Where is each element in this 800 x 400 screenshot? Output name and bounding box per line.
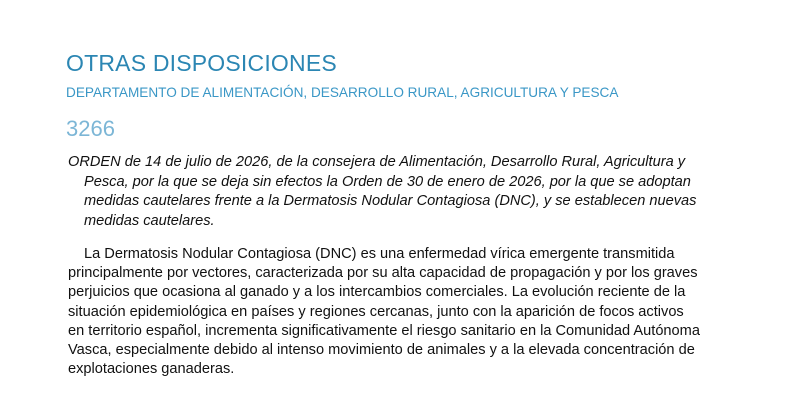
paragraph-line: explotaciones ganaderas. — [68, 361, 235, 378]
order-title-line: ORDEN de 14 de julio de 2026, de la consejera de Alimentación, Desarrollo Rural, Agricultura y — [68, 154, 686, 170]
department-heading: DEPARTAMENTO DE ALIMENTACIÓN, DESARROLLO RURAL, AGRICULTURA Y PESCA — [66, 85, 619, 100]
body-paragraph — [68, 245, 748, 379]
paragraph-line: en territorio español, incrementa significativamente el riesgo sanitario en la Comunidad Autónoma — [68, 322, 700, 339]
paragraph-line: principalmente por vectores, caracterizada por su alta capacidad de propagación y por los graves — [68, 265, 698, 282]
order-title-line: Pesca, por la que se deja sin efectos la Orden de 30 de enero de 2026, por la que se adoptan — [84, 173, 691, 190]
order-title — [68, 153, 748, 231]
paragraph-line: Vasca, especialmente debido al intenso movimiento de animales y a la elevada concentración de — [68, 342, 695, 359]
order-title-line: medidas cautelares. — [84, 212, 215, 229]
order-title-line: medidas cautelares frente a la Dermatosis Nodular Contagiosa (DNC), y se establecen nuevas — [84, 193, 697, 209]
section-title: OTRAS DISPOSICIONES — [66, 50, 337, 76]
document-number: 3266 — [66, 116, 115, 141]
paragraph-line: La Dermatosis Nodular Contagiosa (DNC) es una enfermedad vírica emergente transmitida — [84, 246, 675, 262]
paragraph-line: perjuicios que ocasiona al ganado y a los intercambios comerciales. La evolución reciente de la — [68, 284, 686, 301]
paragraph-line: situación epidemiológica en países y regiones cercanas, junto con la aparición de focos activos — [68, 303, 684, 320]
